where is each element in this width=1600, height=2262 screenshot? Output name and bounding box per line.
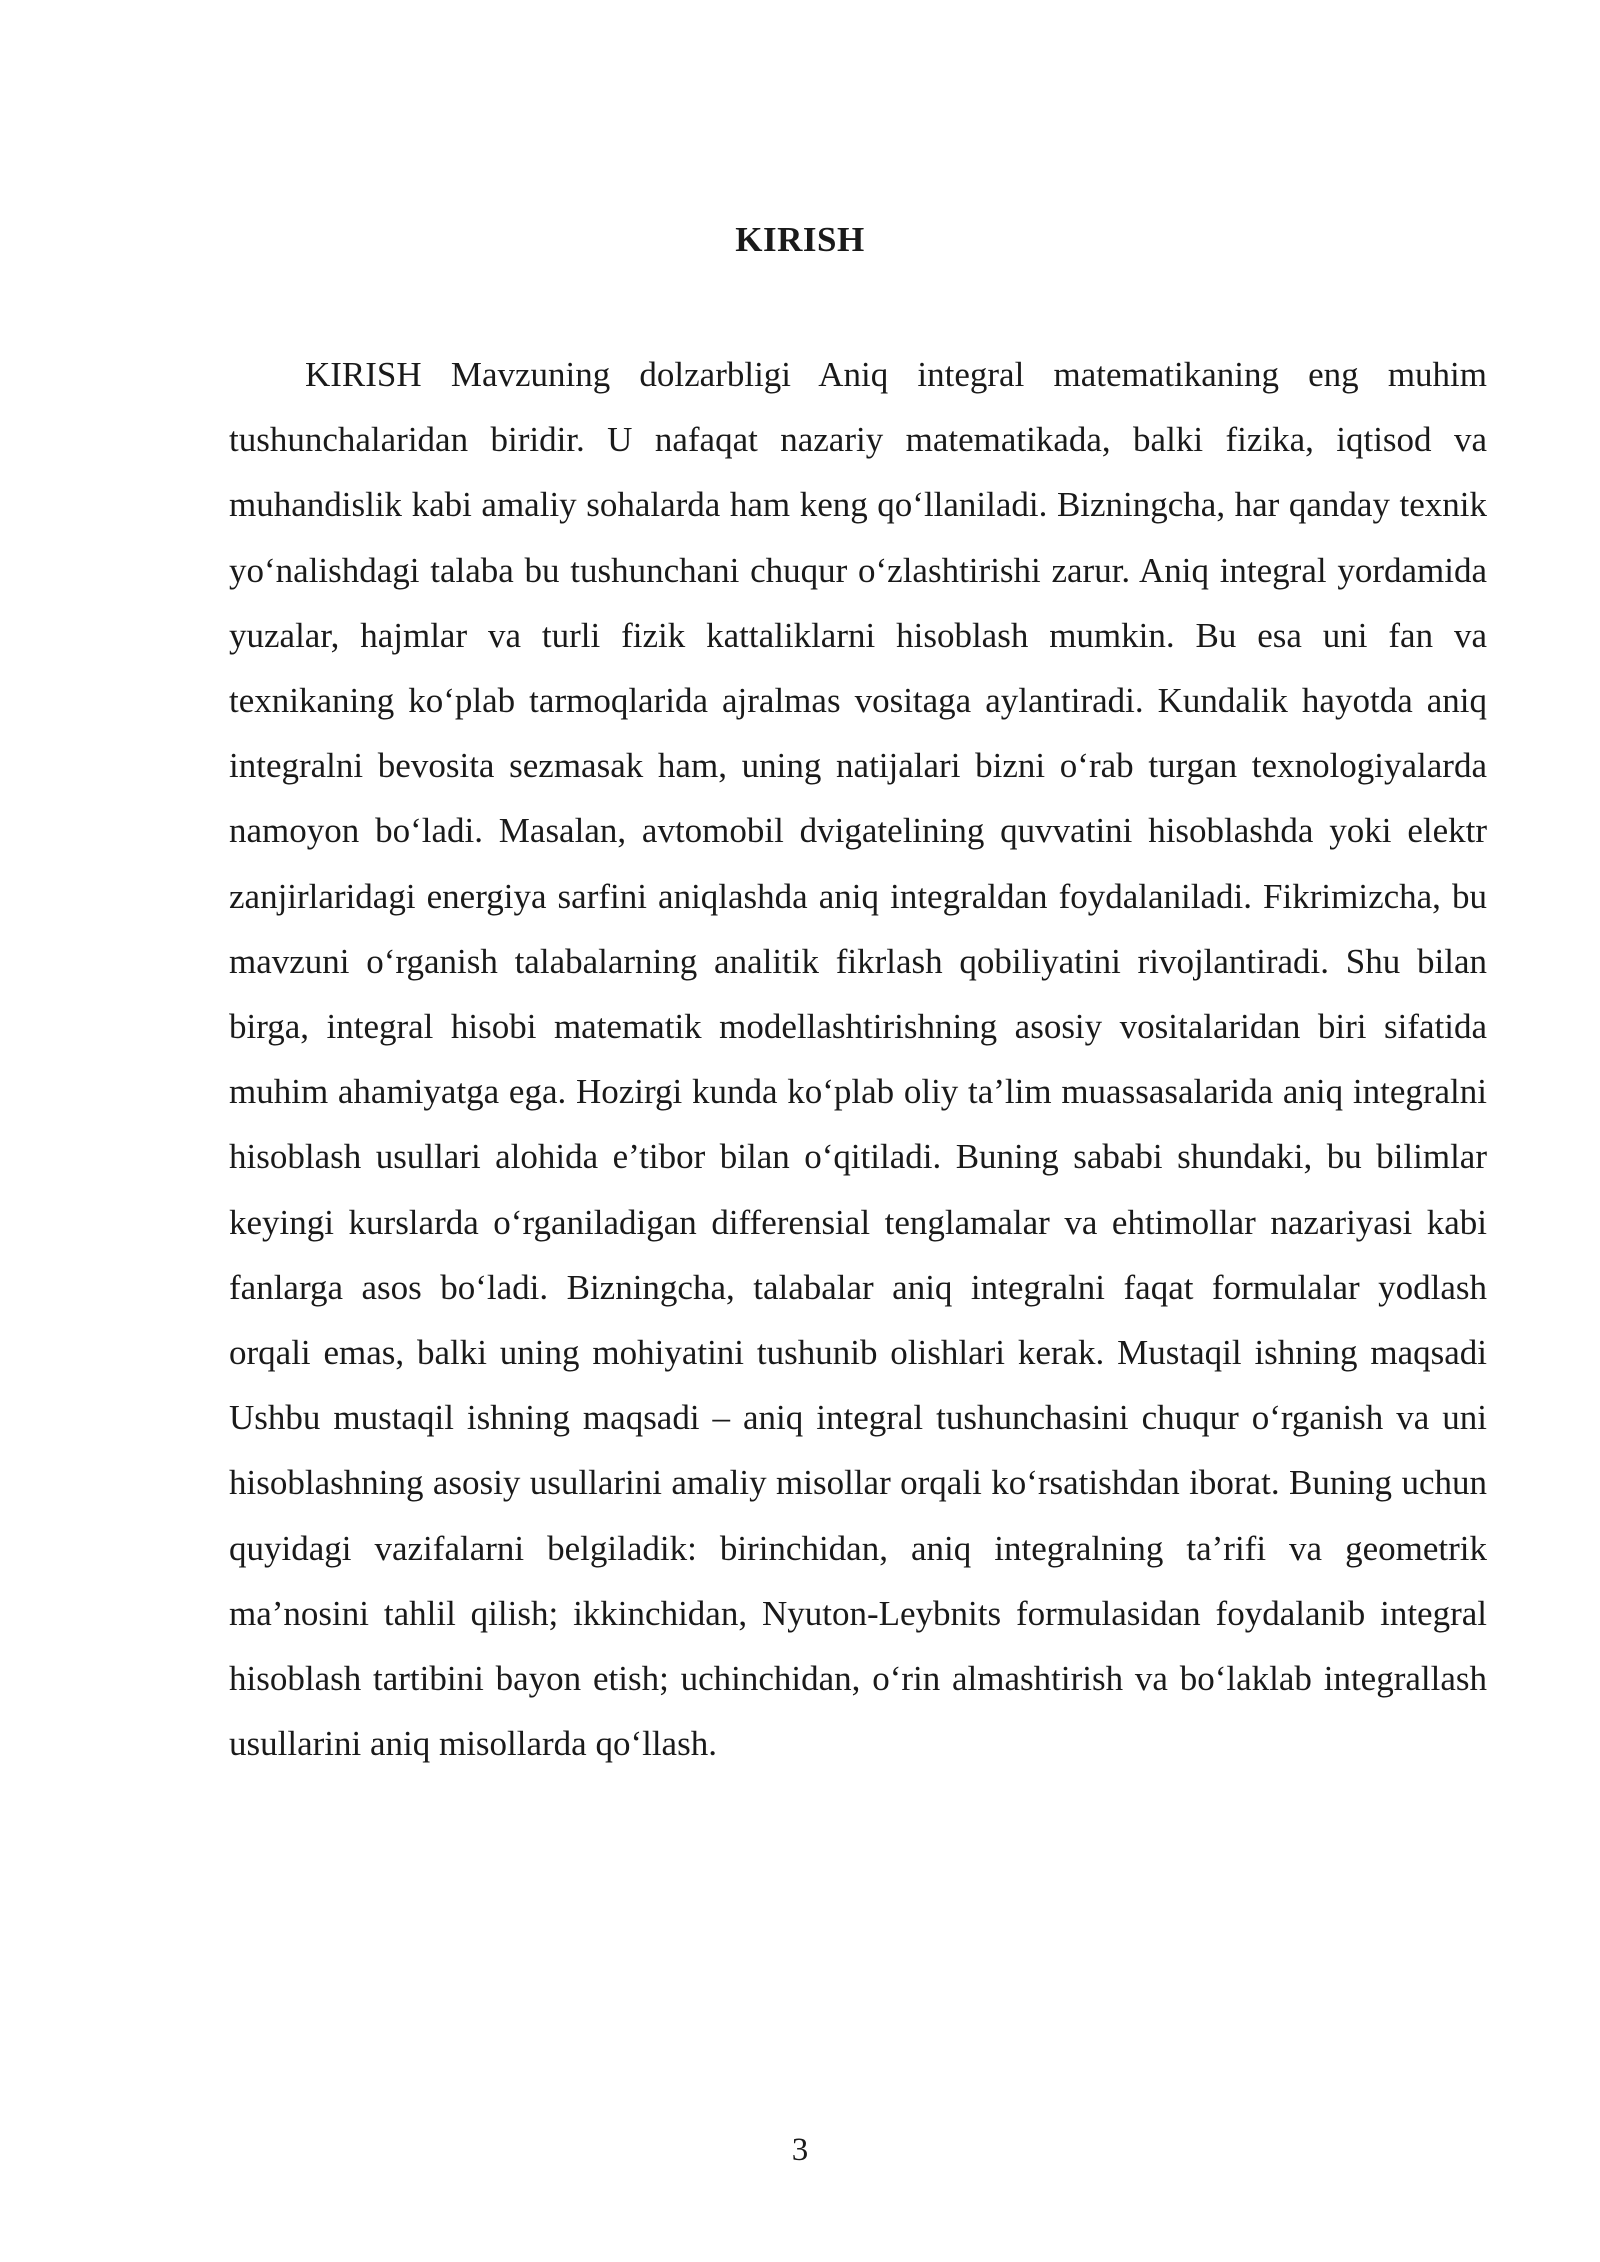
section-heading: KIRISH bbox=[735, 220, 865, 259]
body-paragraph: KIRISH Mavzuning dolzarbligi Aniq integral matematikaning eng muhim tushunchalaridan biridir. U nafaqat nazariy matematikada, balki fizika, iqtisod va muhandislik kabi amaliy sohalarda ham keng qo‘llaniladi. Bizningcha, har qanday texnik yo‘nalishdagi talaba bu tushunchani chuqur o‘zlashtirishi zarur. Aniq integral yordamida yuzalar, hajmlar va turli fizik kattaliklarni hisoblash mumkin. Bu esa uni fan va texnikaning ko‘plab tarmoqlarida ajralmas vositaga aylantiradi. Kundalik hayotda aniq integralni bevosita sezmasak ham, uning natijalari bizni o‘rab turgan texnologiyalarda namoyon bo‘ladi. Masalan, avtomobil dvigatelining quvvatini hisoblashda yoki elektr zanjirlaridagi energiya sarfini aniqlashda aniq integraldan foydalaniladi. Fikrimizcha, bu mavzuni o‘rganish talabalarning analitik fikrlash qobiliyatini rivojlantiradi. Shu bilan birga, integral hisobi matematik modellashtirishning asosiy vositalaridan biri sifatida muhim ahamiyatga ega. Hozirgi kunda ko‘plab oliy ta’lim muassasalarida aniq integralni hisoblash usullari alohida e’tibor bilan o‘qitiladi. Buning sababi shundaki, bu bilimlar keyingi kurslarda o‘rganiladigan differensial tenglamalar va ehtimollar nazariyasi kabi fanlarga asos bo‘ladi. Bizningcha, talabalar aniq integralni faqat formulalar yodlash orqali emas, balki uning mohiyatini tushunib olishlari kerak. Mustaqil ishning maqsadi Ushbu mustaqil ishning maqsadi – aniq integral tushunchasini chuqur o‘rganish va uni hisoblashning asosiy usullarini amaliy misollar orqali ko‘rsatishdan iborat. Buning uchun quyidagi vazifalarni belgiladik: birinchidan, aniq integralning ta’rifi va geometrik ma’nosini tahlil qilish; ikkinchidan, Nyuton-Leybnits formulasidan foydalanib integral hisoblash tartibini bayon etish; uchinchidan, o‘rin almashtirish va bo‘laklab integrallash usullarini aniq misollarda qo‘llash. bbox=[229, 355, 1487, 1764]
page-number: 3 bbox=[791, 2132, 809, 2168]
